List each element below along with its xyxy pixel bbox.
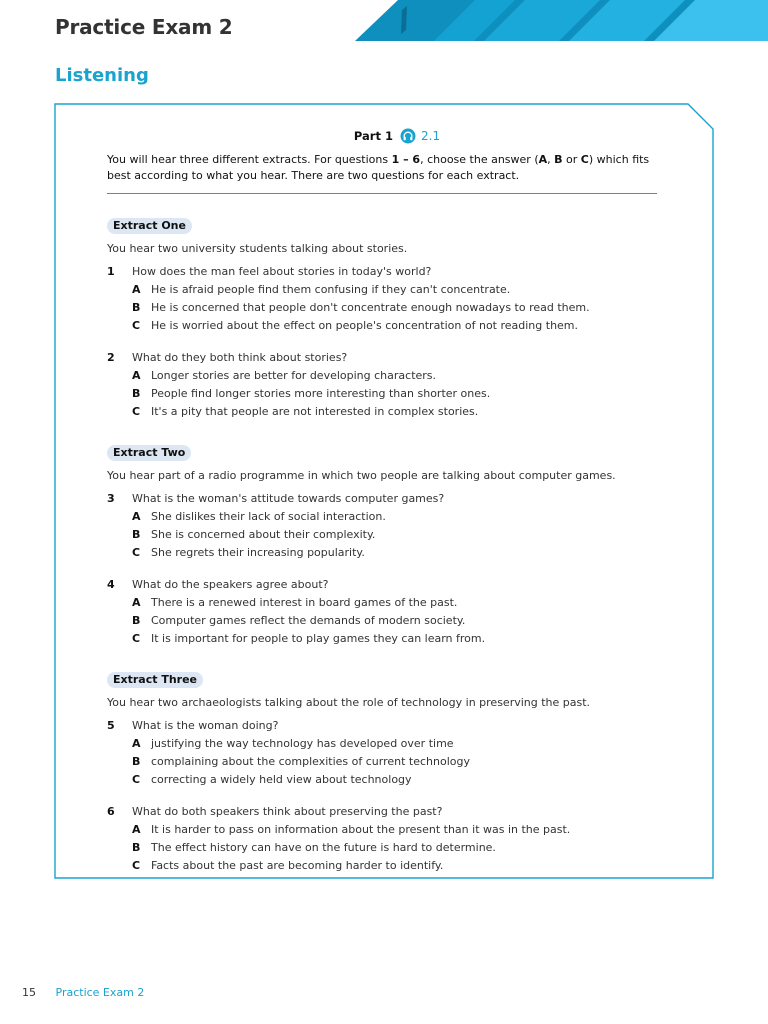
- answer-option[interactable]: [107, 771, 667, 789]
- option-text: He is concerned that people don't concentrate enough nowadays to read them.: [151, 301, 590, 314]
- option-c-ref: C: [580, 153, 589, 166]
- instructions-text: ,: [547, 153, 555, 166]
- answer-option[interactable]: [107, 544, 667, 562]
- extract-intro: You hear part of a radio programme in which two people are talking about computer games.: [107, 469, 616, 482]
- option-text: Longer stories are better for developing characters.: [151, 369, 437, 382]
- option-letter: B: [132, 301, 141, 314]
- extract-one: [107, 214, 667, 421]
- option-text: People find longer stories more interesting than shorter ones.: [151, 387, 491, 400]
- option-text: The effect history can have on the future is hard to determine.: [151, 841, 496, 854]
- option-text: He is afraid people find them confusing if they can't concentrate.: [151, 283, 511, 296]
- question-4: [107, 576, 667, 648]
- extract-three: [107, 668, 667, 875]
- answer-option[interactable]: [107, 839, 667, 857]
- option-letter: A: [132, 823, 141, 836]
- question-number: 3: [107, 492, 115, 505]
- instructions-text: ) which fits best according to what you hear. There are two questions for each extract.: [107, 153, 650, 182]
- option-letter: A: [132, 737, 141, 750]
- option-letter: C: [132, 405, 141, 418]
- instructions-text: or: [562, 153, 581, 166]
- option-text: It is important for people to play games they can learn from.: [151, 632, 486, 645]
- question-text: What do they both think about stories?: [132, 351, 348, 364]
- question-text: How does the man feel about stories in today's world?: [132, 265, 432, 278]
- question-number: 5: [107, 719, 115, 732]
- option-text: correcting a widely held view about technology: [151, 773, 412, 786]
- extract-intro: You hear two university students talking about stories.: [107, 242, 408, 255]
- headphones-icon[interactable]: [400, 128, 416, 144]
- answer-option[interactable]: [107, 594, 667, 612]
- question-number: 2: [107, 351, 115, 364]
- extract-two: [107, 441, 667, 648]
- answer-option[interactable]: [107, 857, 667, 875]
- option-letter: B: [132, 841, 141, 854]
- answer-option[interactable]: [107, 508, 667, 526]
- option-letter: A: [132, 510, 141, 523]
- answer-option[interactable]: [107, 367, 667, 385]
- question-content: [107, 127, 667, 875]
- option-text: She regrets their increasing popularity.: [151, 546, 365, 559]
- answer-option[interactable]: [107, 385, 667, 403]
- answer-option[interactable]: [107, 630, 667, 648]
- option-letter: C: [132, 859, 141, 872]
- option-letter: B: [132, 387, 141, 400]
- extract-label: Extract One: [107, 218, 192, 234]
- option-text: It's a pity that people are not interested in complex stories.: [151, 405, 479, 418]
- question-5: [107, 717, 667, 789]
- option-letter: B: [132, 528, 141, 541]
- option-text: There is a renewed interest in board games of the past.: [151, 596, 458, 609]
- option-letter: C: [132, 632, 141, 645]
- question-text: What do both speakers think about preserving the past?: [132, 805, 443, 818]
- option-text: complaining about the complexities of current technology: [151, 755, 470, 768]
- page-footer: [22, 986, 144, 999]
- question-number: 1: [107, 265, 115, 278]
- answer-option[interactable]: [107, 526, 667, 544]
- option-text: He is worried about the effect on people's concentration of not reading them.: [151, 319, 579, 332]
- option-text: It is harder to pass on information about the present than it was in the past.: [151, 823, 571, 836]
- option-letter: A: [132, 283, 141, 296]
- option-letter: C: [132, 319, 141, 332]
- answer-option[interactable]: [107, 735, 667, 753]
- question-number: 4: [107, 578, 115, 591]
- option-letter: C: [132, 773, 141, 786]
- extract-intro: You hear two archaeologists talking about the role of technology in preserving the past.: [107, 696, 591, 709]
- question-2: [107, 349, 667, 421]
- section-title: Listening: [55, 65, 149, 86]
- question-text: What is the woman doing?: [132, 719, 279, 732]
- option-text: Facts about the past are becoming harder to identify.: [151, 859, 444, 872]
- instructions-text: , choose the answer (: [420, 153, 539, 166]
- answer-option[interactable]: [107, 821, 667, 839]
- instructions: [107, 152, 667, 184]
- instructions-text: You will hear three different extracts. For questions: [107, 153, 392, 166]
- option-letter: B: [132, 755, 141, 768]
- exam-title: Practice Exam 2: [55, 15, 233, 39]
- divider: [107, 193, 657, 194]
- option-text: justifying the way technology has developed over time: [151, 737, 454, 750]
- answer-option[interactable]: [107, 403, 667, 421]
- footer-title: Practice Exam 2: [55, 986, 145, 999]
- header-banner: [355, 0, 768, 41]
- track-number: 2.1: [421, 129, 441, 143]
- extract-label: Extract Two: [107, 445, 191, 461]
- question-number: 6: [107, 805, 115, 818]
- option-a-ref: A: [538, 153, 548, 166]
- answer-option[interactable]: [107, 299, 667, 317]
- part-label: Part 1: [353, 129, 393, 143]
- option-letter: A: [132, 369, 141, 382]
- option-letter: A: [132, 596, 141, 609]
- question-range: 1 – 6: [391, 153, 421, 166]
- option-b-ref: B: [554, 153, 563, 166]
- answer-option[interactable]: [107, 612, 667, 630]
- option-text: She dislikes their lack of social interaction.: [151, 510, 386, 523]
- option-text: Computer games reflect the demands of modern society.: [151, 614, 466, 627]
- question-text: What do the speakers agree about?: [132, 578, 329, 591]
- question-1: [107, 263, 667, 335]
- answer-option[interactable]: [107, 281, 667, 299]
- option-letter: B: [132, 614, 141, 627]
- option-letter: C: [132, 546, 141, 559]
- question-6: [107, 803, 667, 875]
- page-number: 15: [22, 986, 36, 999]
- answer-option[interactable]: [107, 317, 667, 335]
- option-text: She is concerned about their complexity.: [151, 528, 376, 541]
- answer-option[interactable]: [107, 753, 667, 771]
- question-3: [107, 490, 667, 562]
- part-heading: [107, 127, 667, 145]
- question-text: What is the woman's attitude towards computer games?: [132, 492, 445, 505]
- extract-label: Extract Three: [107, 672, 203, 688]
